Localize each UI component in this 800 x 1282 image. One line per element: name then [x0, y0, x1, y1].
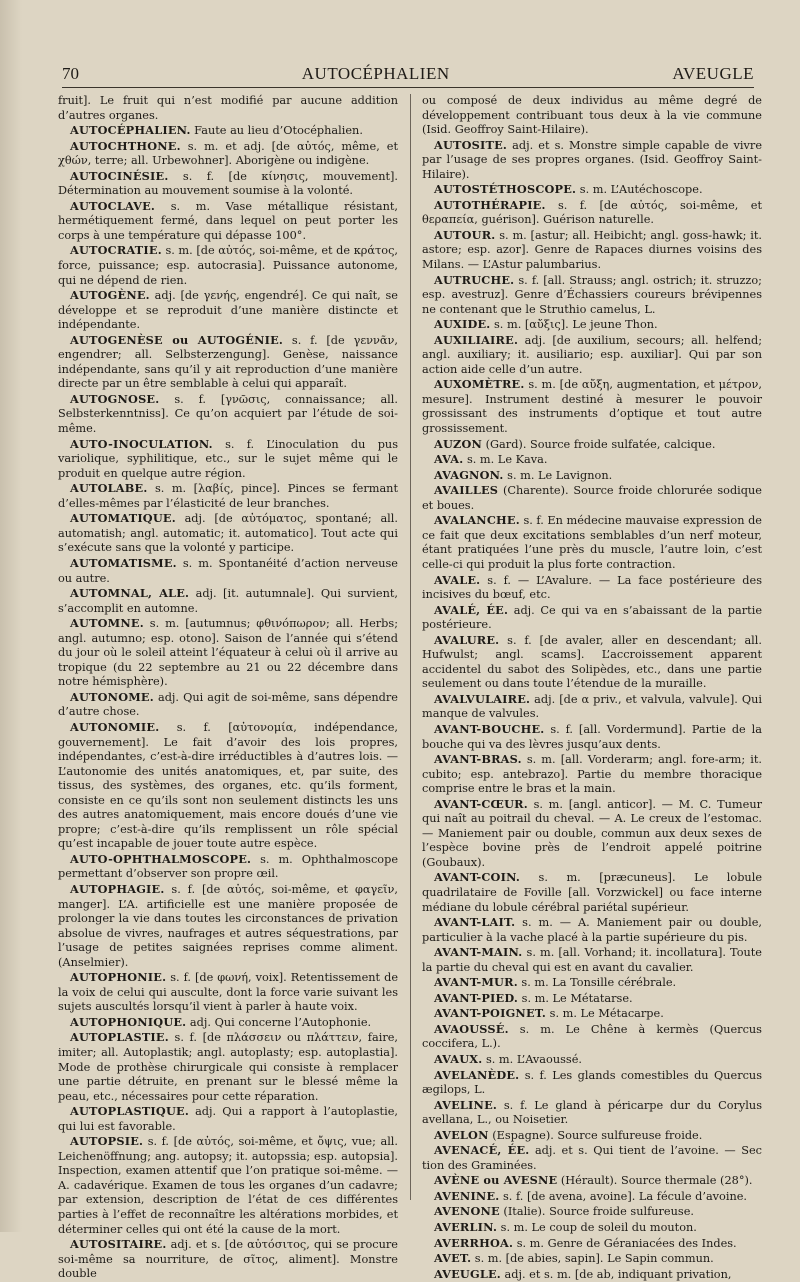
entry-headword: AVA.	[434, 452, 464, 467]
dictionary-entry	[422, 513, 762, 572]
dictionary-entry	[422, 483, 762, 513]
dictionary-entry	[58, 123, 398, 139]
entry-headword: AVALANCHE.	[434, 513, 520, 528]
dictionary-entry	[422, 1251, 762, 1267]
header-left-title: AUTOCÉPHALIEN	[301, 64, 450, 83]
entry-headword: AVENACÉ, ÉE.	[434, 1143, 530, 1158]
entry-definition: s. f. [all. Strauss; angl. ostrich; it. struzzo; esp. avestruz]. Genre d’Échassiers coureurs brévipennes ne contenant que le Struthio camelus, L.	[422, 273, 762, 316]
entry-headword: AUXOMÈTRE.	[434, 377, 525, 392]
entry-definition: s. f. [αὐτονομία, indépendance, gouvernement]. Le fait d’avoir des lois propres, indépendantes, c’est-à-dire irréductibles à d’autres lois. — L’autonomie des unités anatomiques, et, par suite, des tissus, des systèmes, des organes, etc. qu’ils forment, consiste en ce qu’ils sont non seulement distincts les uns des autres anatomiquement, mais encore doués d’une vie propre; c’est-à-dire qu’ils remplissent un rôle spécial qu’est incapable de jouer toute autre espèce.	[58, 720, 398, 851]
dictionary-entry	[422, 1173, 762, 1189]
entry-headword: AVELINE.	[434, 1097, 498, 1112]
dictionary-entry	[58, 481, 398, 511]
entry-headword: AVANT-PIED.	[434, 990, 519, 1005]
entry-headword: AVANT-BRAS.	[434, 752, 522, 767]
dictionary-entry	[58, 586, 398, 616]
dictionary-entry	[422, 182, 762, 198]
entry-headword: AUTOSITE.	[434, 137, 508, 152]
dictionary-entry	[422, 1236, 762, 1252]
entry-definition: adj. [de auxilium, secours; all. helfend; angl. auxiliary; it. ausiliario; esp. auxiliar]. Qui par son action aide celle d’un autre.	[422, 333, 762, 376]
entry-headword: AVANT-POIGNET.	[434, 1006, 547, 1021]
entry-headword: AUTOCINÉSIE.	[70, 168, 169, 183]
dictionary-entry	[422, 722, 762, 752]
entry-headword: AUTOPSIE.	[70, 1134, 144, 1149]
dictionary-entry	[422, 752, 762, 797]
entry-definition: adj. Qui a rapport à l’autoplastie, qui lui est favorable.	[58, 1105, 398, 1133]
entry-definition: s. m. [autumnus; φθινόπωρον; all. Herbs; angl. autumno; esp. otono]. Saison de l’année qui s’étend du jour où le soleil atteint l’équateur à celui où il arrive au tropique (du 22 septembre au 21 ou 22 décembre dans notre hémisphère).	[58, 617, 399, 689]
entry-headword: AVÈNE ou AVESNE	[434, 1173, 558, 1188]
entry-headword: AUTOGENÈSE ou AUTOGÉNIE.	[70, 332, 284, 347]
entry-headword: AUXILIAIRE.	[434, 332, 519, 347]
entry-definition: s. f. [de φωνή, voix]. Retentissement de la voix de celui qui ausculte, dont la force varie suivant les sujets auscultés lorsqu’il vient à parler à haute voix.	[58, 971, 399, 1014]
entry-definition: s. m. [præcuneus]. Le lobule quadrilataire de Foville [all. Vorzwickel] ou face interne médiane du lobule cérébral pariétal supérieur.	[422, 871, 762, 914]
entry-definition: (Italie). Source froide sulfureuse.	[503, 1205, 694, 1219]
entry-definition: adj. et s. m. [de ab, indiquant privation,	[504, 1267, 732, 1281]
entry-headword: AVANT-CŒUR.	[434, 796, 528, 811]
dictionary-entry	[422, 1052, 762, 1068]
entry-definition: s. f. [all. Vordermund]. Partie de la bouche qui va des lèvres jusqu’aux dents.	[422, 722, 762, 751]
entry-definition: adj. Ce qui va en s’abaissant de la partie postérieure.	[422, 603, 763, 632]
entry-definition: s. m. [astur; all. Heibicht; angl. goss-hawk; it. astore; esp. azor]. Genre de Rapaces diurnes voisins des Milans. — L’Astur palumbarius.	[422, 228, 762, 272]
entry-definition: (Gard). Source froide sulfatée, calcique.	[485, 437, 716, 451]
entry-headword: AUTOPLASTIQUE.	[70, 1104, 189, 1119]
dictionary-entry	[422, 975, 762, 991]
entry-headword: AUTOGNOSE.	[70, 391, 160, 406]
entry-definition: s. m. [λαβίς, pince]. Pinces se fermant d’elles-mêmes par l’élasticité de leur branches.	[58, 482, 398, 510]
entry-definition: adj. [de α priv., et valvula, valvule]. Qui manque de valvules.	[422, 692, 762, 721]
dictionary-entry	[422, 692, 762, 722]
entry-headword: AVAGNON.	[434, 467, 504, 482]
entry-headword: AUTOMNE.	[70, 616, 144, 631]
entry-definition: adj. et s. Monstre simple capable de vivre par l’usage de ses propres organes. (Isid. Geoffroy Saint-Hilaire).	[422, 138, 762, 181]
dictionary-entry	[422, 94, 762, 138]
dictionary-entry	[58, 970, 398, 1015]
dictionary-entry	[58, 852, 398, 882]
entry-headword: AUTONOME.	[70, 689, 154, 704]
entry-headword: AUTOLABE.	[70, 481, 148, 496]
dictionary-entry	[58, 333, 398, 392]
column-divider	[410, 94, 411, 1200]
entry-definition: ou composé de deux individus au même degré de développement contribuant tous deux à la vie commune (Isid. Geoffroy Saint-Hilaire).	[422, 94, 762, 137]
dictionary-entry	[422, 1267, 762, 1282]
dictionary-entry	[422, 1068, 762, 1098]
dictionary-entry	[422, 915, 762, 945]
dictionary-entry	[422, 377, 762, 436]
entry-definition: s. m. Le coup de soleil du mouton.	[500, 1221, 697, 1235]
entry-headword: AUTO-OPHTHALMOSCOPE.	[70, 851, 252, 866]
entry-definition: s. f. [de αὐτός, soi-même, et θεραπεία, guérison]. Guérison naturelle.	[422, 198, 762, 227]
entry-headword: AUTONOMIE.	[70, 719, 160, 734]
dictionary-entry	[422, 273, 762, 318]
entry-definition: s. m. Le Lavignon.	[507, 468, 613, 482]
entry-headword: AVAUX.	[434, 1052, 483, 1066]
entry-definition: s. m. Genre de Géraniacées des Indes.	[516, 1236, 737, 1250]
entry-headword: AUTOGÈNE.	[70, 288, 150, 303]
dictionary-entry	[422, 573, 762, 603]
entry-headword: AUTOPLASTIE.	[70, 1030, 169, 1045]
entry-headword: AVENINE.	[434, 1188, 500, 1203]
entry-headword: AVAILLES	[434, 483, 499, 498]
entry-headword: AVAOUSSÉ.	[434, 1021, 509, 1036]
entry-definition: s. m. [all. Vorhand; it. incollatura]. Toute la partie du cheval qui est en avant du cavalier.	[422, 946, 762, 974]
entry-definition: adj. et s. Qui tient de l’avoine. — Sec tion des Graminées.	[422, 1144, 762, 1172]
entry-definition: s. m. [angl. anticor]. — M. C. Tumeur qui naît au poitrail du cheval. — A. Le creux de l’estomac. — Maniement pair ou double, commun aux deux sexes de l’espèce bovine près de l’endroit appelé poitrine (Goubaux).	[422, 797, 762, 869]
entry-definition: s. f. [de κίνησις, mouvement]. Détermination au mouvement soumise à la volonté.	[58, 169, 399, 198]
entry-headword: AVENONE	[434, 1204, 500, 1219]
entry-headword: AUTOPHONIE.	[70, 970, 167, 985]
dictionary-entry	[58, 720, 398, 852]
dictionary-entry	[422, 797, 762, 871]
dictionary-entry	[58, 1134, 398, 1237]
entry-headword: AUTOSTÉTHOSCOPE.	[434, 182, 577, 197]
entry-definition: s. m. Le Métacarpe.	[549, 1007, 664, 1021]
dictionary-entry	[58, 1030, 398, 1104]
dictionary-entry	[422, 1143, 762, 1173]
dictionary-entry	[422, 633, 762, 692]
entry-headword: AVALÉ, ÉE.	[434, 602, 509, 617]
entry-definition: s. f. Les glands comestibles du Quercus ægilops, L.	[422, 1068, 762, 1097]
dictionary-entry	[422, 1022, 762, 1052]
dictionary-entry	[422, 468, 762, 484]
entry-headword: AVANT-MAIN.	[434, 945, 523, 960]
dictionary-entry	[422, 333, 762, 378]
entry-headword: AUTOPHONIQUE.	[70, 1014, 187, 1029]
dictionary-entry	[58, 199, 398, 244]
entry-definition: s. f. En médecine mauvaise expression de ce fait que deux excitations semblables d’un nerf moteur, étant pratiquées l’une près du muscle, l’autre loin, c’est celle-ci qui produit la plus forte contraction.	[422, 514, 762, 571]
entry-definition: adj. [de γενής, engendré]. Ce qui naît, se développe et se reproduit d’une manière distincte et indépendante.	[58, 289, 398, 332]
dictionary-entry	[58, 1104, 398, 1134]
entry-definition: adj. [it. autumnale]. Qui survient, s’accomplit en automne.	[58, 587, 399, 615]
entry-definition: s. m. Le Métatarse.	[521, 991, 633, 1005]
dictionary-entry	[422, 138, 762, 183]
entry-headword: AVALE.	[434, 572, 481, 587]
dictionary-entry	[58, 437, 398, 482]
entry-definition: Faute au lieu d’Otocéphalien.	[194, 124, 363, 138]
entry-headword: AVELANÈDE.	[434, 1067, 520, 1082]
entry-headword: AVALVULAIRE.	[434, 691, 531, 706]
entry-definition: (Charente). Source froide chlorurée sodique et boues.	[422, 484, 762, 512]
entry-definition: s. f. [de πλάσσειν ou πλάττειν, faire, imiter; all. Autoplastik; angl. autoplasty; esp. autoplastia]. Mode de prothèse chirurgicale qui consiste à remplacer une partie détruite, en prenant sur le blessé même la peau, etc., nécessaires pour cette réparation.	[58, 1031, 398, 1103]
entry-definition: adj. [de αὐτόματος, spontané; all. automatish; angl. automatic; it. automatico]. Tout acte qui s’exécute sans que la volonté y participe.	[58, 512, 398, 555]
entry-headword: AUTOTHÉRAPIE.	[434, 197, 546, 212]
entry-headword: AUTOCHTHONE.	[70, 138, 181, 153]
entry-definition: s. f. [de avaler, aller en descendant; all. Hufwulst; angl. scams]. L’accroissement apparent accidentel du sabot des Solipèdes, etc., dans une partie seulement ou dans toute l’étendue de la muraille.	[422, 633, 762, 691]
dictionary-entry	[422, 198, 762, 228]
entry-definition: (Espagne). Source sulfureuse froide.	[492, 1128, 703, 1142]
entry-definition: s. f. [γνῶσις, connaissance; all. Selbsterkenntniss]. Ce qu’on acquiert par l’étude de soi-même.	[58, 392, 398, 436]
dictionary-entry	[58, 243, 398, 288]
header-right-title: AVEUGLE	[672, 64, 754, 83]
dictionary-entry	[58, 882, 398, 970]
dictionary-entry	[422, 1204, 762, 1220]
entry-definition: s. m. — A. Maniement pair ou double, particulier à la vache placé à la partie supérieure du pis.	[422, 916, 763, 944]
entry-headword: AVALURE.	[434, 632, 500, 647]
entry-definition: s. m. L’Avaoussé.	[485, 1053, 582, 1066]
entry-definition: fruit]. Le fruit qui n’est modifié par aucune addition d’autres organes.	[58, 94, 398, 122]
entry-definition: s. f. L’inoculation du pus variolique, syphilitique, etc., sur le sujet même qui le produit en quelque autre région.	[58, 437, 399, 480]
entry-definition: s. m. et adj. [de αὐτός, même, et χθών, terre; all. Urbewohner]. Aborigène ou indigène.	[58, 139, 399, 168]
entry-definition: s. m. [αὔξις]. Le jeune Thon.	[494, 318, 658, 332]
dictionary-entry	[422, 603, 762, 633]
dictionary-entry	[422, 991, 762, 1007]
page-number: 70	[62, 64, 79, 83]
entry-headword: AUTOCLAVE.	[70, 198, 156, 213]
entry-definition: s. m. Vase métallique résistant, hermétiquement fermé, dans lequel on peut porter les corps à une température qui dépasse 100°.	[58, 199, 399, 242]
entry-definition: s. f. — L’Avalure. — La face postérieure des incisives du bœuf, etc.	[422, 573, 763, 602]
entry-definition: s. m. [de abies, sapin]. Le Sapin commun.	[474, 1252, 714, 1266]
entry-headword: AUZON	[434, 436, 483, 451]
entry-definition: s. m. Le Kava.	[466, 453, 548, 467]
entry-headword: AUTO-INOCULATION.	[70, 436, 213, 451]
dictionary-entry	[422, 1128, 762, 1144]
dictionary-entry	[58, 1237, 398, 1282]
dictionary-entry	[58, 511, 398, 556]
entry-headword: AVELON	[434, 1127, 489, 1142]
entry-headword: AVERLIN.	[434, 1220, 498, 1235]
dictionary-entry	[58, 94, 398, 123]
entry-headword: AUTOMATISME.	[70, 555, 177, 570]
dictionary-entry	[422, 945, 762, 975]
entry-headword: AVANT-LAIT.	[434, 915, 516, 930]
entry-headword: AUTOMNAL, ALE.	[70, 586, 190, 601]
entry-definition: adj. et s. [de αὐτόσιτος, qui se procure soi-même sa nourriture, de σῖτος, aliment]. Monstre double	[58, 1238, 398, 1281]
entry-headword: AUTOPHAGIE.	[70, 881, 165, 896]
right-column	[422, 94, 763, 1281]
entry-definition: s. m. [de αὔξη, augmentation, et μέτρον, mesure]. Instrument destiné à mesurer le pouvoir grossissant des instruments d’optique et tout autre grossissement.	[422, 378, 762, 436]
entry-definition: s. f. [de αὐτός, soi-même, et ὄψις, vue; all. Leichenöffnung; ang. autopsy; it. autopssia; esp. autopsia]. Inspection, examen attentif que l’on pratique soi-même. — A. cadavérique. Examen de tous les organes d’un cadavre; par extension, description de l’état de ces différentes parties à l’effet de reconnaître les altérations morbides, et déterminer celles qui ont été la cause de la mort.	[58, 1135, 399, 1236]
entry-headword: AUTRUCHE.	[434, 272, 515, 287]
entry-headword: AUXIDE.	[434, 317, 491, 332]
dictionary-entry	[58, 288, 398, 333]
dictionary-entry	[422, 452, 762, 468]
entry-headword: AUTOUR.	[434, 227, 496, 242]
entry-definition: s. f. [de αὐτός, soi-même, et φαγεῖν, manger]. L’A. artificielle est une manière proposée de prolonger la vie dans toutes les circonstances de privation absolue de vivres, naufrages et autres séquestrations, par l’usage de petites saignées reprises comme aliment. (Anselmier).	[58, 882, 399, 969]
dictionary-entry	[422, 437, 762, 453]
entry-headword: AVANT-COIN.	[434, 870, 520, 885]
entry-headword: AVANT-BOUCHE.	[434, 721, 545, 736]
dictionary-entry	[422, 1189, 762, 1205]
entry-headword: AUTOCÉPHALIEN.	[70, 123, 191, 138]
entry-definition: s. m. Spontanéité d’action nerveuse ou autre.	[58, 556, 398, 585]
dictionary-entry	[58, 690, 398, 720]
entry-definition: adj. Qui concerne l’Autophonie.	[189, 1015, 372, 1029]
entry-definition: s. f. Le gland à péricarpe dur du Corylus avellana, L., ou Noisetier.	[422, 1098, 762, 1127]
dictionary-entry	[58, 392, 398, 437]
entry-definition: s. m. Ophthalmoscope permettant d’observer son propre œil.	[58, 852, 399, 881]
dictionary-entry	[422, 228, 762, 273]
dictionary-entry	[422, 1220, 762, 1236]
entry-definition: (Hérault). Source thermale (28°).	[560, 1174, 753, 1188]
entry-headword: AVANT-MUR.	[434, 975, 518, 990]
dictionary-entry	[422, 1098, 762, 1128]
entry-definition: s. m. L’Autéchoscope.	[579, 183, 703, 197]
entry-headword: AVEUGLE.	[434, 1266, 501, 1281]
entry-headword: AVERRHOA.	[434, 1235, 514, 1250]
dictionary-entry	[58, 616, 398, 690]
dictionary-entry	[422, 870, 762, 915]
dictionary-entry	[58, 139, 398, 169]
dictionary-entry	[58, 556, 398, 586]
dictionary-entry	[422, 1006, 762, 1022]
left-column	[58, 94, 399, 1281]
dictionary-entry	[58, 169, 398, 199]
entry-headword: AUTOMATIQUE.	[70, 511, 176, 526]
entry-definition: s. m. La Tonsille cérébrale.	[521, 976, 677, 990]
entry-definition: s. f. [de avena, avoine]. La fécule d’avoine.	[503, 1189, 748, 1203]
entry-headword: AUTOCRATIE.	[70, 243, 162, 258]
entry-definition: s. m. [all. Vorderarm; angl. fore-arm; it. cubito; esp. antebrazo]. Partie du membre thoracique comprise entre le bras et la main.	[422, 753, 762, 796]
entry-headword: AVET.	[434, 1251, 472, 1266]
entry-headword: AUTOSITAIRE.	[70, 1237, 167, 1252]
dictionary-entry	[58, 1015, 398, 1031]
dictionary-entry	[422, 317, 762, 333]
entry-definition: s. m. Le Chêne à kermès (Quercus coccifera, L.).	[422, 1022, 762, 1051]
entry-definition: s. f. [de γεννᾶν, engendrer; all. Selbsterzengung]. Genèse, naissance indépendante, sans qu’il y ait reproduction d’une manière directe par un être semblable à celui qui apparaît.	[58, 333, 398, 391]
running-header	[62, 62, 754, 88]
entry-definition: adj. Qui agit de soi-même, sans dépendre d’autre chose.	[58, 690, 398, 719]
entry-definition: s. m. [de αὐτός, soi-même, et de κράτος, force, puissance; esp. autocrasia]. Puissance autonome, qui ne dépend de rien.	[58, 244, 398, 287]
